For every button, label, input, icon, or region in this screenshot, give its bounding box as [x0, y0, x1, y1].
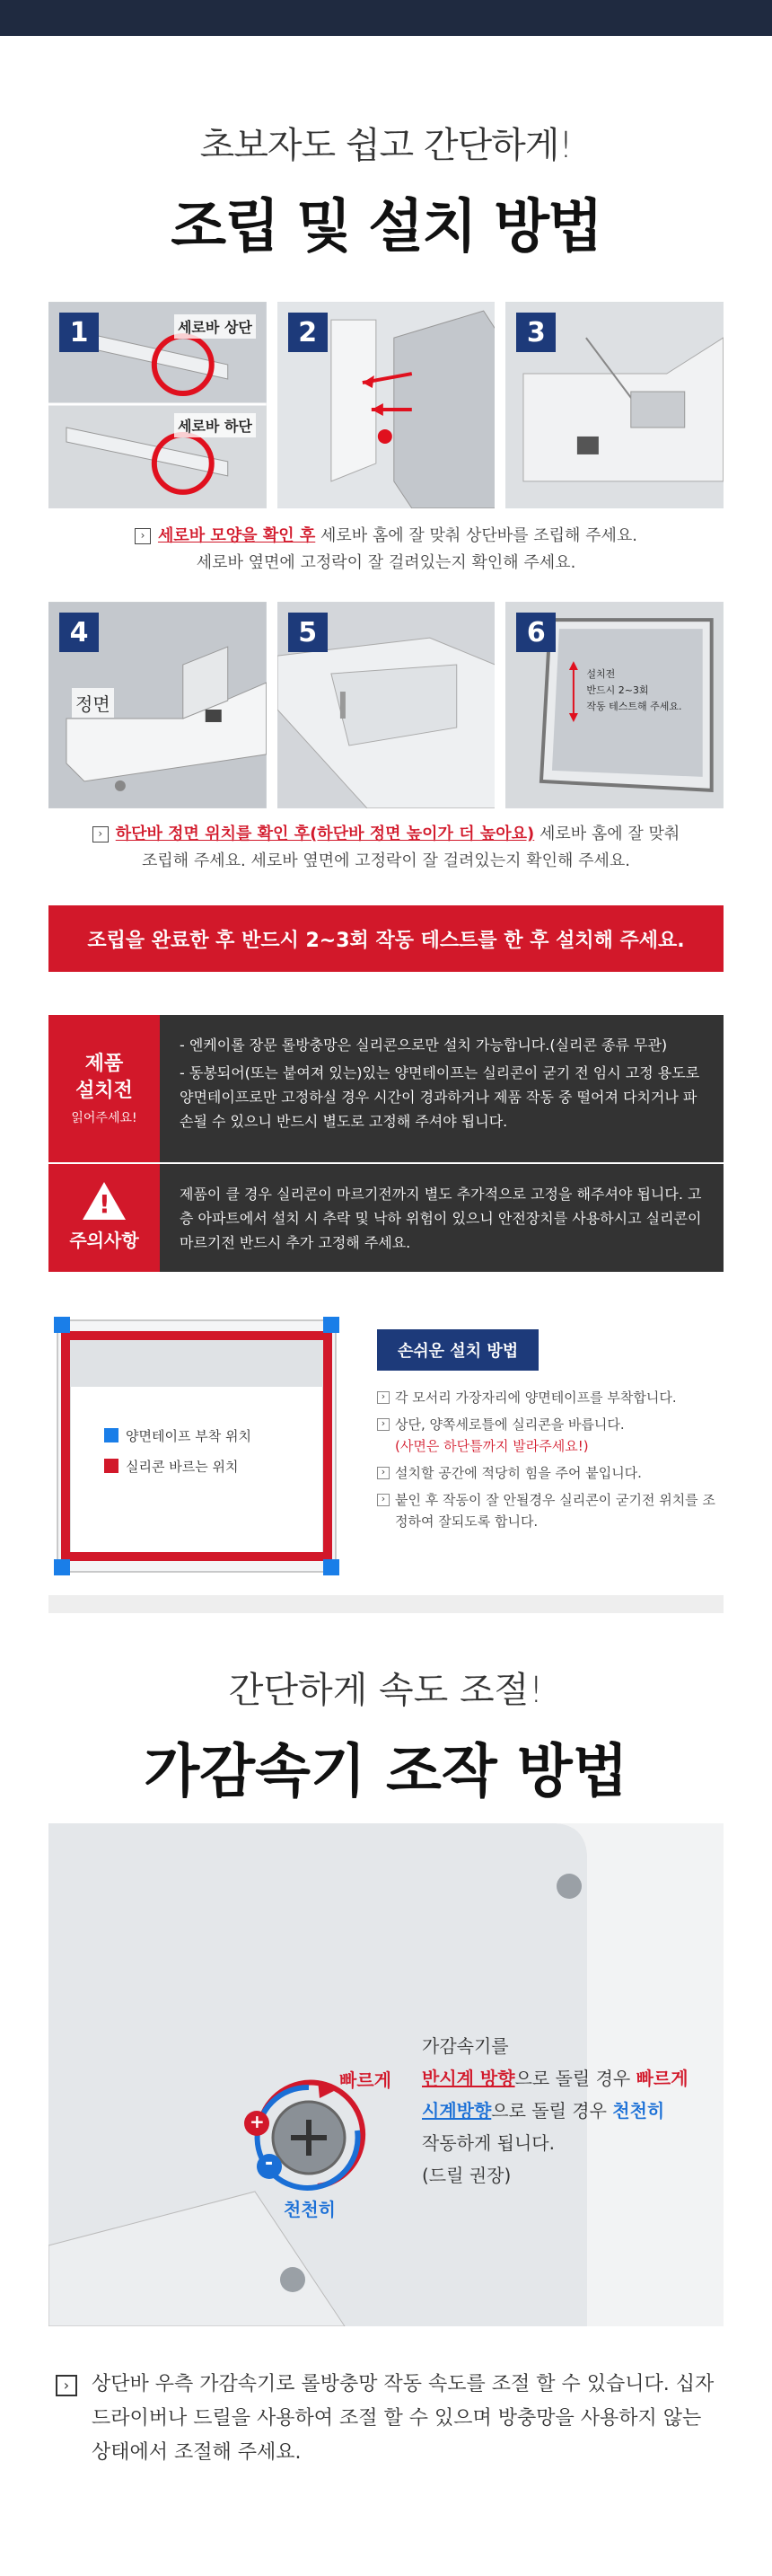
list-item: [377, 1462, 724, 1484]
speed-subtitle: 간단하게 속도 조절!: [228, 1670, 544, 1711]
list-item: [377, 1387, 724, 1408]
speed-description: [422, 2030, 709, 2192]
note-2-highlight: 하단바 정면 위치를 확인 후(하단바 정면 높이가 더 높아요): [115, 825, 535, 843]
note-1-text: 세로바 홈에 잘 맞춰 상단바를 조립해 주세요.: [315, 526, 638, 545]
step-note-1: [0, 523, 772, 577]
assembly-heading: [0, 117, 772, 263]
test-warning-banner: 조립을 완료한 후 반드시 2~3회 작동 테스트를 한 후 설치해 주세요.: [48, 905, 724, 972]
speed-desc-line: [422, 2095, 709, 2127]
notice-read-before-text: [160, 1015, 724, 1162]
frame-diagram: [48, 1311, 345, 1581]
section-divider: [48, 1595, 724, 1613]
speed-desc-mid: 으로 돌릴 경우: [514, 2068, 636, 2089]
notice-title-line: 제품: [84, 1053, 124, 1075]
speed-note-text: 상단바 우측 가감속기로 롤방충망 작동 속도를 조절 할 수 있습니다. 십자 드라이버나 드릴을 사용하여 조절 할 수 있으며 방충망을 사용하지 않는 상태에서 조절해 주세요.: [92, 2373, 715, 2464]
slow-text: 천천히: [612, 2100, 665, 2122]
note-1-line2: 세로바 옆면에 고정락이 잘 걸려있는지 확인해 주세요.: [196, 553, 576, 572]
minus-sign: -: [265, 2152, 274, 2175]
ccw-text: 반시계 방향: [422, 2068, 515, 2089]
notice-caution-label: [48, 1164, 160, 1272]
step-6-label-line: 설치전: [586, 668, 616, 680]
arrow-right-icon: ›: [92, 826, 109, 842]
step-number: 6: [516, 613, 556, 652]
speed-title: 가감속기 조작 방법: [144, 1739, 628, 1805]
speed-desc-line: 가감속기를: [422, 2035, 509, 2057]
step-number: 4: [59, 613, 99, 652]
plus-sign: +: [250, 2111, 265, 2132]
notice-item: - 엔케이롤 장문 롤방충망은 실리콘으로만 설치 가능합니다.(실리콘 종류 무관): [180, 1037, 668, 1054]
legend-silicone: 실리콘 바르는 위치: [126, 1459, 239, 1475]
speed-heading: [0, 1662, 772, 1808]
front-label: 정면: [72, 688, 114, 718]
notice-item: - 동봉되어(또는 붙여져 있는)있는 양면테이프는 실리콘이 굳기 전 임시 고정 용도로 양면테이프로만 고정하실 경우 시간이 경과하거나 제품 작동 중 떨어져 다치거나 파손될 수 있으니 반드시 별도로 고정해 주셔야 됩니다.: [180, 1064, 700, 1130]
step-4-image: [48, 602, 267, 808]
warning-icon: !: [83, 1182, 126, 1220]
tip-text: 상단, 양쪽세로틀에 실리콘을 바릅니다.: [395, 1416, 625, 1433]
step-6-label-line: 작동 테스트해 주세요.: [586, 701, 682, 712]
steps-row-2: [48, 602, 724, 808]
step-6-image: [505, 602, 724, 808]
speed-desc-line: (드릴 권장): [422, 2165, 512, 2186]
install-guide: [48, 1311, 724, 1581]
tip-text: 각 모서리 가장자리에 양면테이프를 부착합니다.: [395, 1389, 677, 1406]
tip-text: 붙인 후 작동이 잘 안될경우 실리콘이 굳기전 위치를 조정하여 잘되도록 합니다.: [395, 1492, 715, 1530]
top-bar: [0, 0, 772, 36]
notice-block: [48, 1015, 724, 1272]
step-number: 2: [288, 313, 328, 352]
list-item: [377, 1414, 724, 1457]
speed-note: [48, 2368, 724, 2470]
step-1-bottom-label: 세로바 하단: [174, 413, 256, 437]
notice-title-line: 읽어주세요!: [71, 1111, 137, 1125]
tip-text: 설치할 공간에 적당히 힘을 주어 붙입니다.: [395, 1465, 642, 1481]
step-1-image: [48, 302, 267, 508]
slow-label: 천천히: [284, 2199, 336, 2220]
step-5-image: [277, 602, 496, 808]
steps-row-1: [48, 302, 724, 508]
step-number: 1: [59, 313, 99, 352]
notice-caution: [48, 1164, 724, 1272]
step-2-image: [277, 302, 496, 508]
note-2-text: 세로바 홈에 잘 맞춰: [534, 825, 680, 843]
speed-desc-mid: 으로 돌릴 경우: [491, 2100, 613, 2122]
install-tips-title: 손쉬운 설치 방법: [377, 1329, 539, 1371]
arrow-right-icon: ›: [56, 2375, 77, 2396]
step-1-top-label: 세로바 상단: [174, 314, 256, 339]
arrow-right-icon: ›: [135, 528, 151, 544]
frame-illustration: [48, 1311, 345, 1581]
install-tips-list: [377, 1387, 724, 1538]
cw-text: 시계방향: [422, 2100, 492, 2122]
step-number: 5: [288, 613, 328, 652]
note-2-line2: 조립해 주세요. 세로바 옆면에 고정락이 잘 걸려있는지 확인해 주세요.: [141, 851, 631, 870]
assembly-title: 조립 및 설치 방법: [171, 194, 601, 260]
step-number: 3: [516, 313, 556, 352]
notice-title-line: 설치전: [75, 1080, 133, 1102]
step-6-label: [586, 666, 681, 715]
step-3-image: [505, 302, 724, 508]
notice-caution-text: [160, 1164, 724, 1272]
caution-text: 제품이 클 경우 실리콘이 마르기전까지 별도 추가적으로 고정을 해주셔야 됩니다. 고층 아파트에서 설치 시 추락 및 낙하 위험이 있으니 안전장치를 사용하시고 실리콘이 마르기전 반드시 추가 고정해 주세요.: [180, 1185, 702, 1251]
assembly-subtitle: 초보자도 쉽고 간단하게!: [199, 125, 573, 166]
notice-read-before-label: [48, 1015, 160, 1162]
speed-desc-line: 작동하게 됩니다.: [422, 2132, 555, 2154]
tip-subtext: (사면은 하단틀까지 발라주세요!): [395, 1438, 589, 1454]
step-6-label-line: 반드시 2~3회: [586, 684, 649, 696]
note-1-highlight: 세로바 모양을 확인 후: [157, 526, 316, 545]
list-item: [377, 1489, 724, 1532]
notice-read-before: [48, 1015, 724, 1162]
fast-text: 빠르게: [636, 2068, 689, 2089]
speed-control-image: [48, 1823, 724, 2326]
speed-desc-line: [422, 2062, 709, 2095]
fast-label: 빠르게: [339, 2069, 391, 2091]
caution-title: 주의사항: [69, 1230, 139, 1251]
legend-tape: 양면테이프 부착 위치: [126, 1428, 251, 1444]
step-note-2: [0, 821, 772, 875]
